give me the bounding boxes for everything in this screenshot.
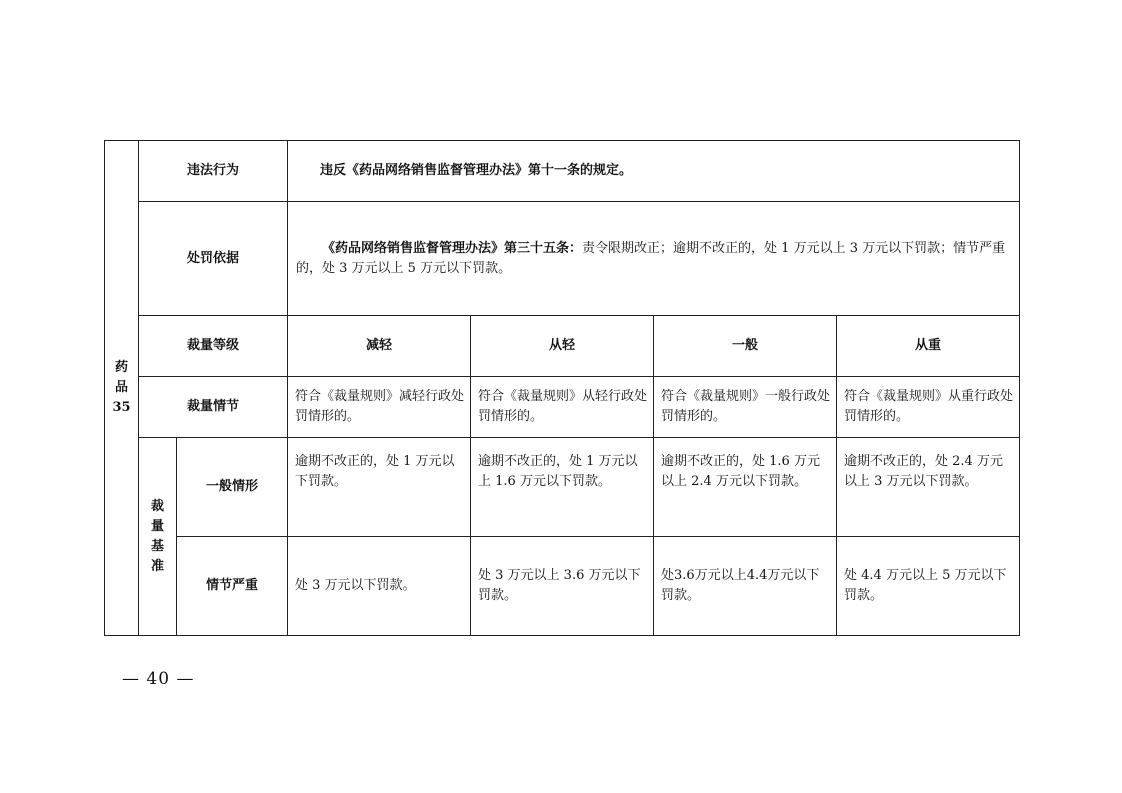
- serious-row: [105, 537, 1020, 636]
- penalty-table: [104, 140, 1020, 636]
- grade-level-2: 从轻: [471, 316, 654, 377]
- grade-row: [105, 316, 1020, 377]
- grade-level-4: 从重: [837, 316, 1020, 377]
- item-char-1: 药: [114, 360, 128, 375]
- benchmark-char-2: 量: [150, 518, 164, 534]
- basis-row: [105, 202, 1020, 316]
- basis-text: 责令限期改正；逾期不改正的，处 1 万元以上 3 万元以下罚款；情节严重的，处 3 万元以上 5 万元以下罚款。: [296, 240, 1006, 276]
- basis-article: 《药品网络销售监督管理办法》第三十五条：: [322, 240, 583, 256]
- grade-label: 裁量等级: [139, 316, 288, 377]
- general-row: [105, 438, 1020, 537]
- serious-cell-3: 处3.6万元以上4.4万元以下罚款。: [654, 537, 837, 636]
- basis-label: 处罚依据: [139, 202, 288, 316]
- item-number: 35: [112, 400, 131, 415]
- violation-label: 违法行为: [139, 141, 288, 202]
- serious-cell-4: 处 4.4 万元以上 5 万元以下罚款。: [837, 537, 1020, 636]
- serious-cell-1: 处 3 万元以下罚款。: [288, 537, 471, 636]
- general-label: 一般情形: [177, 438, 288, 537]
- circumstance-cell-4: 符合《裁量规则》从重行政处罚情形的。: [837, 377, 1020, 438]
- item-number-cell: [105, 141, 139, 636]
- benchmark-label: [139, 438, 177, 636]
- benchmark-char-1: 裁: [150, 498, 164, 514]
- grade-level-1: 减轻: [288, 316, 471, 377]
- violation-row: [105, 141, 1020, 202]
- benchmark-char-3: 基: [150, 538, 164, 554]
- general-cell-4: 逾期不改正的，处 2.4 万元以上 3 万元以下罚款。: [837, 438, 1020, 537]
- serious-label: 情节严重: [177, 537, 288, 636]
- circumstance-label: 裁量情节: [139, 377, 288, 438]
- general-cell-2: 逾期不改正的，处 1 万元以上 1.6 万元以下罚款。: [471, 438, 654, 537]
- general-cell-3: 逾期不改正的，处 1.6 万元以上 2.4 万元以下罚款。: [654, 438, 837, 537]
- circumstance-cell-1: 符合《裁量规则》减轻行政处罚情形的。: [288, 377, 471, 438]
- item-char-2: 品: [114, 380, 128, 395]
- violation-text: 违反《药品网络销售监督管理办法》第十一条的规定。: [288, 141, 1020, 202]
- basis-text-cell: [288, 202, 1020, 316]
- circumstance-row: [105, 377, 1020, 438]
- circumstance-cell-2: 符合《裁量规则》从轻行政处罚情形的。: [471, 377, 654, 438]
- circumstance-cell-3: 符合《裁量规则》一般行政处罚情形的。: [654, 377, 837, 438]
- general-cell-1: 逾期不改正的，处 1 万元以下罚款。: [288, 438, 471, 537]
- grade-level-3: 一般: [654, 316, 837, 377]
- benchmark-char-4: 准: [150, 558, 164, 574]
- serious-cell-2: 处 3 万元以上 3.6 万元以下罚款。: [471, 537, 654, 636]
- page-number: — 40 —: [122, 669, 195, 689]
